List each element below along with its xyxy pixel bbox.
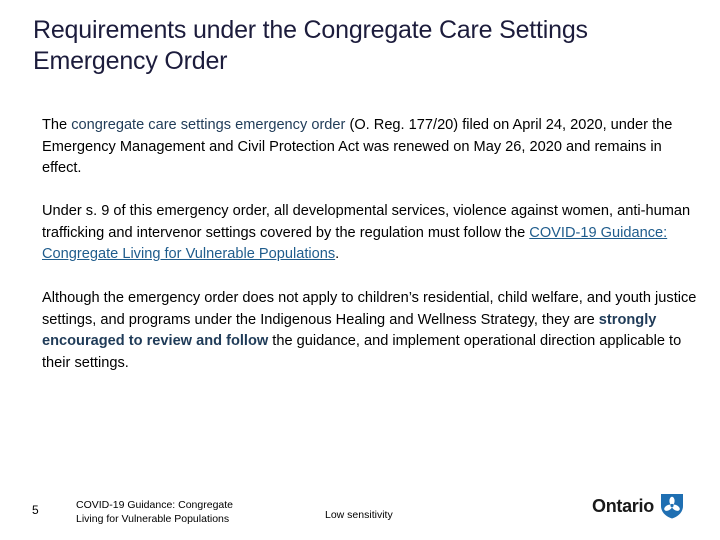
slide-title: Requirements under the Congregate Care Settings Emergency Order: [33, 16, 588, 75]
footer-doc-line2: Living for Vulnerable Populations: [76, 513, 230, 525]
p3-highlight: strongly encouraged to review and follow: [42, 311, 657, 349]
p2-text-pre: Under s. 9 of this emergency order, all developmental services, violence against women, anti-human trafficking and intervenor settings covered by the regulation must follow the: [42, 203, 691, 241]
p1-text-post: (O. Reg. 177/20) filed on April 24, 2020, under the Emergency Management and Civil Protection Act was renewed on May 26, 2020 and remains in effect.: [42, 117, 673, 176]
paragraph-exemptions: [42, 288, 697, 374]
p1-text-pre: The: [42, 117, 72, 133]
ontario-trillium-icon: [660, 493, 684, 519]
page-number: 5: [32, 503, 39, 517]
p3-text-post: the guidance, and implement operational direction applicable to their settings.: [42, 333, 682, 371]
p3-text-pre: Although the emergency order does not apply to children’s residential, child welfare, and youth justice settings, and programs under the Indigenous Healing and Wellness Strategy, they are: [42, 290, 697, 328]
sensitivity-label: Low sensitivity: [325, 509, 393, 521]
paragraph-emergency-order: [42, 115, 697, 180]
covid-guidance-link[interactable]: COVID-19 Guidance: Congregate Living for Vulnerable Populations: [42, 224, 668, 262]
paragraph-section-9: [42, 201, 697, 266]
footer-doc-line1: COVID-19 Guidance: Congregate: [76, 499, 234, 511]
footer-document-title: [76, 498, 276, 526]
ontario-logo: [592, 493, 684, 519]
p2-text-post: .: [335, 246, 340, 262]
logo-wordmark: Ontario: [592, 495, 654, 516]
p1-highlight: congregate care settings emergency order: [71, 117, 346, 133]
